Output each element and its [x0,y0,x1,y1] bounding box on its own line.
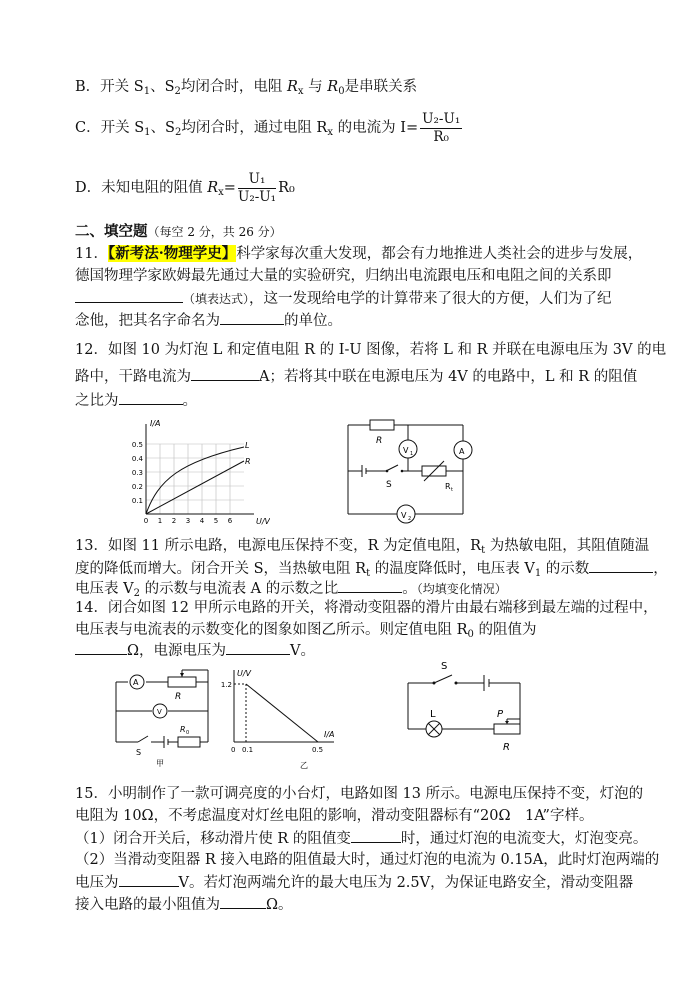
q13-text: 。 [402,581,417,597]
label-R: R [175,692,182,702]
q13-text: 的温度降低时，电压表 V [370,561,535,577]
section-heading [75,222,282,242]
q15-text: V。若灯泡两端允许的最大电压为 2.5V，为保证电路安全，滑动变阻器 [178,875,634,891]
y-tick: 1.2 [220,681,232,689]
q11-tag: 【新考法·物理学史】 [107,245,237,262]
q11-line3 [75,288,612,309]
option-b-text: 是串联关系 [344,79,418,95]
sub: 2 [408,516,412,522]
q15-text: Ω。 [266,897,293,913]
y-label: I/A [150,419,161,428]
sub: x [297,86,304,97]
q14-text: 的阻值为 [473,622,537,638]
answer-blank[interactable] [338,578,402,593]
q11-line2: 德国物理学家欧姆最先通过大量的实验研究，归纳出电流跟电压和电阻之间的关系即 [75,268,612,284]
q14-text: V。 [290,643,316,659]
u-i-line [246,684,318,742]
option-b-text: 均闭合时，电阻 [180,79,287,95]
label-A: A [459,447,465,456]
answer-blank[interactable] [589,558,653,573]
label-R: R [245,457,251,466]
sub: 2 [133,588,140,599]
option-d-text: R₀ [278,180,295,196]
answer-blank[interactable] [191,366,259,381]
q12-line1: 12．如图 10 为灯泡 L 和定值电阻 R 的 I-U 图像，若将 L 和 R 并联在电源电压为 3V 的电 [75,342,667,358]
fraction [420,111,462,146]
sub: t [451,487,453,493]
option-c-text: 的电流为 I= [333,120,419,136]
q15-text: 电压为 [75,875,119,891]
q15-line3 [75,828,647,849]
q15-line1: 15．小明制作了一款可调亮度的小台灯，电路如图 13 所示。电源电压保持不变，灯泡的 [75,786,644,802]
section-title: 二、填空题 [75,223,148,240]
sub: 2 [174,127,182,138]
sub: 1 [144,127,151,138]
q15-text: （1）闭合开关后，移动滑片使 R 的阻值变 [75,831,351,847]
option-b-text: B．开关 S [75,79,144,95]
q12-text: 路中，干路电流为 [75,369,191,385]
hint: （填表达式） [183,292,250,306]
option-b [75,77,417,102]
y-tick: 0.4 [131,455,143,463]
resistor-R0 [178,737,200,747]
q11-text: 的单位。 [284,313,342,329]
figure-13-circuit [400,655,530,755]
y-tick: 0.3 [131,469,143,477]
y-ticks [132,441,144,505]
q15-line2: 电阻为 10Ω，不考虑温度对灯丝电阻的影响，滑动变阻器标有“20Ω 1A”字样。 [75,808,594,824]
numerator: U₂-U₁ [422,110,461,127]
x-tick: 0.5 [312,746,324,754]
label-V: V [157,708,162,716]
answer-blank[interactable] [75,640,127,655]
q15-text: 接入电路的最小阻值为 [75,897,220,913]
q11-line4 [75,310,342,331]
sub: 1 [143,86,151,97]
answer-blank[interactable] [226,640,290,655]
label-V2: V [401,511,407,520]
hint: （均填变化情况） [416,582,507,596]
option-b-text: 与 [303,79,328,95]
grid [146,444,244,514]
option-c-text: 、S [150,120,175,136]
r0: R [327,79,339,95]
caption-yi: 乙 [300,761,308,770]
answer-blank[interactable] [220,894,266,909]
label-Rt: R [445,482,451,491]
sub: 0 [186,730,190,736]
origin: 0 [231,746,236,754]
q11-line1 [75,244,642,264]
label-R: R [376,436,383,446]
q14-text: 电压表与电流表的示数变化的图象如图乙所示。则定值电阻 R [75,622,468,638]
label-S: S [386,480,392,490]
option-d-text: = [223,180,236,196]
q14-line3 [75,640,315,661]
q13-text: 电压表 V [75,581,134,597]
y-tick: 0.1 [131,497,143,505]
q11-text: ，这一发现给电学的计算带来了很大的方便，人们为了纪 [249,291,612,307]
label-S: S [441,661,448,672]
q13-text: 的示数与电流表 A 的示数之比 [139,581,339,597]
rx: R [207,180,219,196]
option-d [75,168,295,208]
fraction [238,171,276,206]
label-R0: R [180,725,186,734]
switch-S [434,675,452,683]
option-d-text: D．未知电阻的阻值 [75,180,208,196]
x-tick: 2 [171,517,177,525]
resistor-R [370,420,394,430]
x-tick: 3 [185,517,191,525]
section-note: （每空 2 分，共 26 分） [147,225,282,239]
q12-text: 。 [182,393,197,409]
q13-text: 度的降低而增大。闭合开关 S，当热敏电阻 R [75,561,367,577]
option-b-text: 、S [150,79,175,95]
label-S: S [136,748,142,757]
sub: 1 [534,568,542,579]
sub: 2 [174,86,181,97]
sub: x [327,127,333,138]
q13-text: 为热敏电阻，其阻值随温 [485,538,650,554]
label-P: P [497,709,504,720]
x-tick: 1 [157,517,163,525]
q13-text: 的示数 [541,561,590,577]
label-R: R [503,742,510,753]
caption-jia: 甲 [156,759,164,768]
q11-text: 念他，把其名字命名为 [75,313,220,329]
rheostat-R [494,724,520,734]
sub: 0 [338,86,345,97]
y-label: U/V [237,669,252,678]
option-c [75,108,464,148]
rx: R [287,79,298,95]
q13-text: 13．如图 11 所示电路，电源电压保持不变，R 为定值电阻，R [75,538,482,554]
q12-line2 [75,366,637,387]
denominator: R₀ [433,128,449,145]
figure-12a-circuit [108,668,223,768]
sub: t [481,545,486,556]
x-label: I/A [324,730,335,739]
q15-line5 [75,872,633,893]
label-V1: V [403,446,409,455]
q15-text: 时，通过灯泡的电流变大，灯泡变亮。 [400,831,648,847]
sub: 1 [410,451,414,457]
figure-10-graph [120,418,270,530]
q11-text: 科学家每次重大发现，都会有力地推进人类社会的进步与发展， [236,246,643,262]
label-L: L [245,441,250,450]
q12-text: 之比为 [75,393,119,409]
q15-line4: （2）当滑动变阻器 R 接入电路的阻值最大时，通过灯泡的电流为 0.15A，此时灯泡两端的 [75,852,660,868]
q15-line6 [75,894,293,915]
x-tick: 4 [199,517,205,525]
label-L: L [430,709,436,720]
rheostat-R [168,677,196,687]
option-c-text: C．开关 S [75,120,145,136]
figure-11-circuit [340,415,495,525]
sub: x [218,187,224,198]
q14-text: Ω，电源电压为 [127,643,227,659]
label-A: A [133,678,139,687]
y-tick: 0.2 [131,483,143,491]
q14-line1: 14．闭合如图 12 甲所示电路的开关，将滑动变阻器的滑片由最右端移到最左端的过程中， [75,600,658,616]
x-tick: 5 [213,517,219,525]
answer-blank[interactable] [351,828,401,843]
q12-line3 [75,390,197,411]
q13-text: ， [653,561,668,577]
answer-blank[interactable] [75,288,183,303]
curve-L [146,447,244,514]
numerator: U₁ [238,171,276,189]
sub: 0 [467,629,474,640]
y-tick: 0.5 [131,441,143,449]
answer-blank[interactable] [220,310,284,325]
answer-blank[interactable] [119,872,179,887]
sub: t [366,568,371,579]
x-label: U/V [256,517,270,526]
x-tick: 0 [143,517,149,525]
figure-12b-graph [212,664,352,776]
x-tick: 6 [227,517,233,525]
denominator: U₂-U₁ [237,188,277,205]
q12-text: A；若将其中联在电源电压为 4V 的电路中，L 和 R 的阻值 [259,369,638,385]
option-c-text: 均闭合时，通过电阻 R [181,120,328,136]
q-number: 11． [75,246,108,262]
x-tick: 0.1 [242,746,254,754]
answer-blank[interactable] [119,390,183,405]
x-ticks [144,517,233,525]
